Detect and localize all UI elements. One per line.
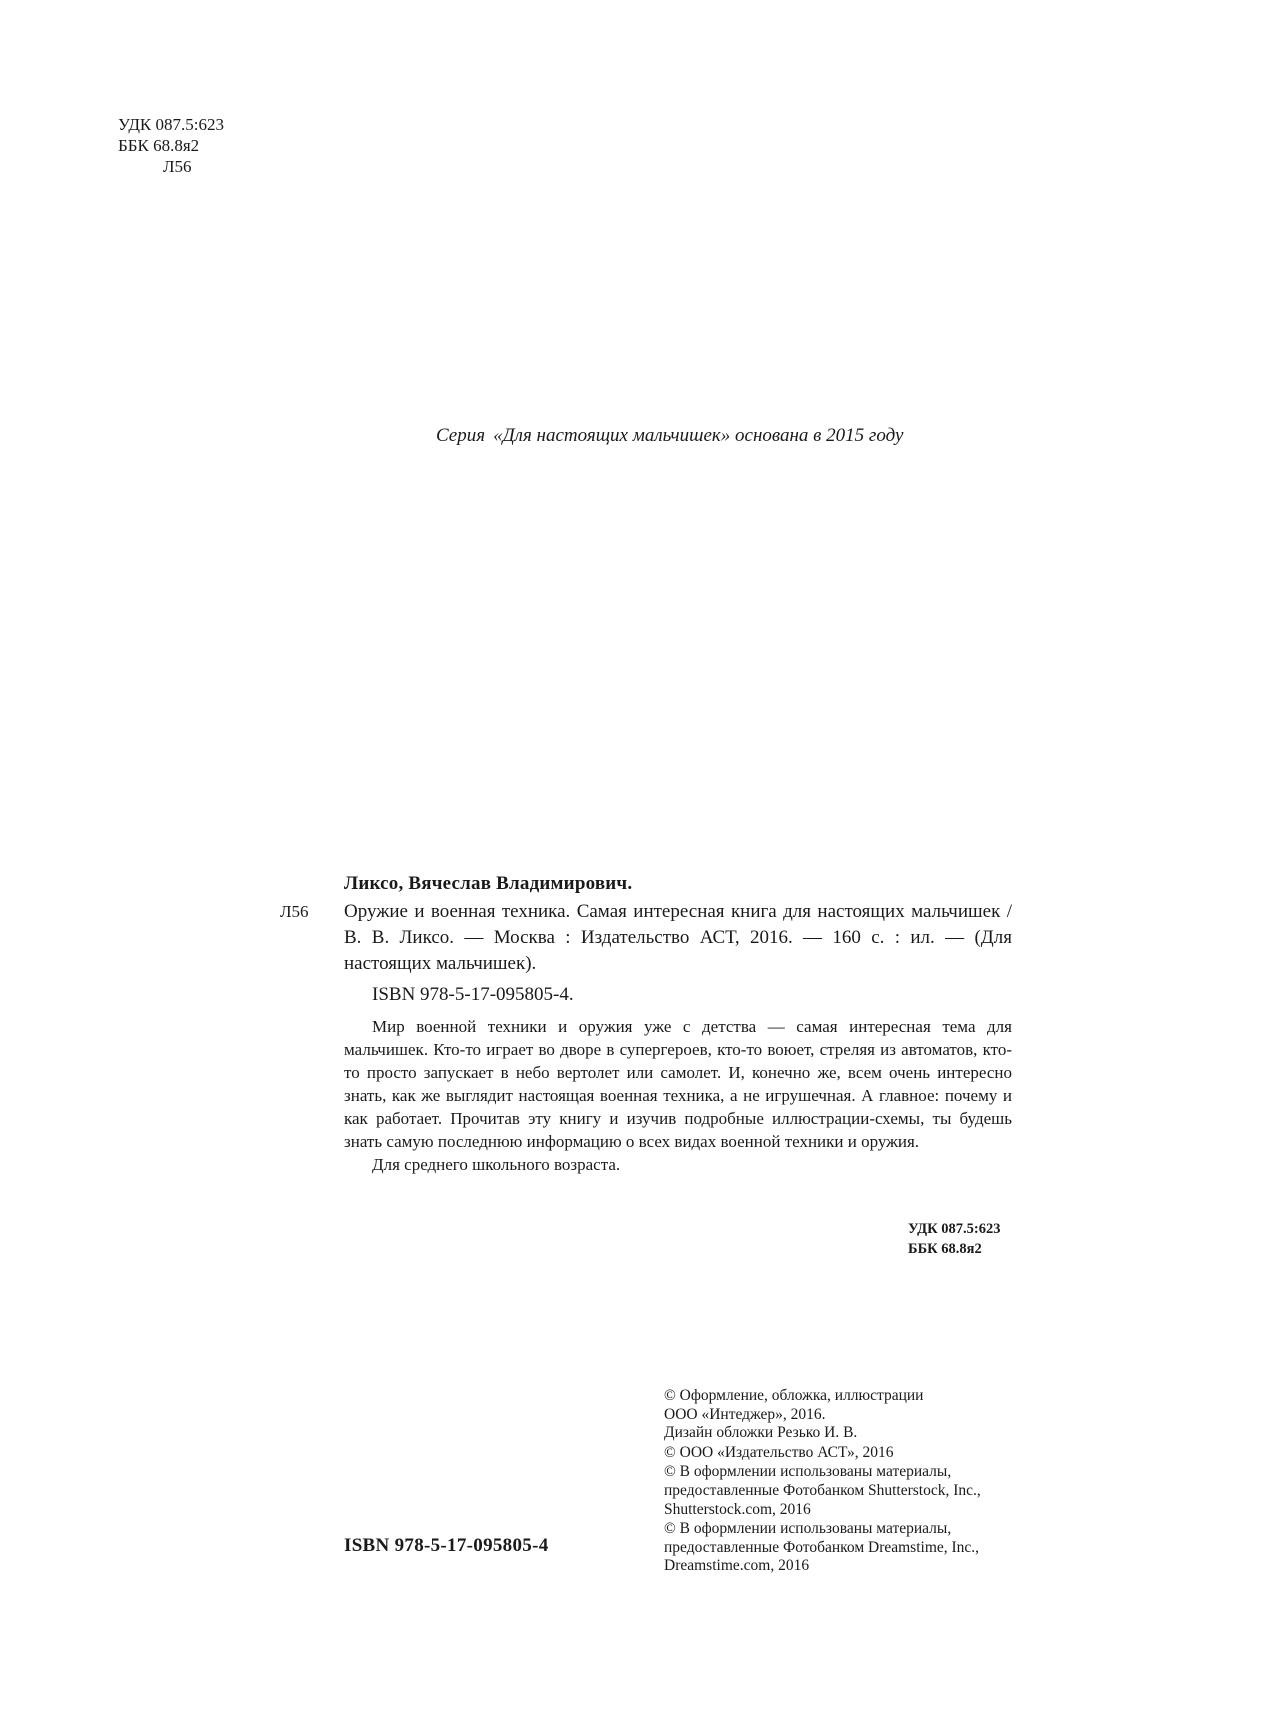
copyright-line: ООО «Интеджер», 2016. (664, 1405, 826, 1423)
isbn-bottom: ISBN 978-5-17-095805-4 (344, 1535, 549, 1556)
annotation-text: Мир военной техники и оружия уже с детства — самая интересная тема для мальчишек. Кто-то играет во дворе в супергероев, кто-то воюет, стреляя из автоматов, кто-то просто запускает в небо вертолет или самолет. И, конечно же, всем очень интересно знать, как же выглядит настоящая военная техника, а не игрушечная. А главное: почему и как работает. Прочитав эту книгу и изучив подробные иллюстрации-схемы, ты будешь знать самую последнюю информацию о всех видах военной техники и оружия. (344, 1017, 1012, 1151)
author-mark: Л56 (163, 157, 192, 176)
copyright-line: © Оформление, обложка, иллюстрации (664, 1387, 924, 1404)
copyright-line: © В оформлении использованы материалы, (664, 1520, 952, 1538)
catalog-isbn: ISBN 978-5-17-095805-4. (372, 984, 574, 1005)
copyright-block (664, 1387, 1014, 1576)
classification-codes-right (908, 1219, 1001, 1259)
catalog-author: Ликсо, Вячеслав Владимирович. (344, 873, 633, 894)
copyright-line: © В оформлении использованы материалы, (664, 1463, 952, 1481)
catalog-author-mark: Л56 (280, 902, 309, 921)
bbk-code-right: ББК 68.8я2 (908, 1241, 982, 1257)
copyright-line: предоставленные Фотобанком Dreamstime, Inc., (664, 1538, 980, 1556)
copyright-line: Shutterstock.com, 2016 (664, 1500, 811, 1518)
copyright-line: предоставленные Фотобанком Shutterstock, Inc., (664, 1481, 981, 1499)
copyright-line: © ООО «Издательство АСТ», 2016 (664, 1443, 894, 1461)
classification-codes-top (118, 114, 224, 177)
age-note: Для среднего школьного возраста. (372, 1155, 621, 1174)
series-prefix: Серия (436, 425, 486, 446)
bibliographic-description (344, 899, 1012, 977)
copyright-line: Dreamstime.com, 2016 (664, 1557, 810, 1575)
udk-code: УДК 087.5:623 (118, 115, 224, 134)
series-text: «Для настоящих мальчишек» основана в 2015 году (493, 425, 904, 446)
copyright-line: Дизайн обложки Резько И. В. (664, 1424, 858, 1442)
description-text: Оружие и военная техника. Самая интересная книга для настоящих мальчишек / В. В. Ликсо. — Москва : Издательство АСТ, 2016. — 160 с. : ил. — (Для настоящих мальчишек). (344, 901, 1012, 974)
series-note (436, 425, 903, 447)
bbk-code: ББК 68.8я2 (118, 136, 200, 155)
udk-code-right: УДК 087.5:623 (908, 1221, 1001, 1237)
annotation (344, 1015, 1012, 1176)
